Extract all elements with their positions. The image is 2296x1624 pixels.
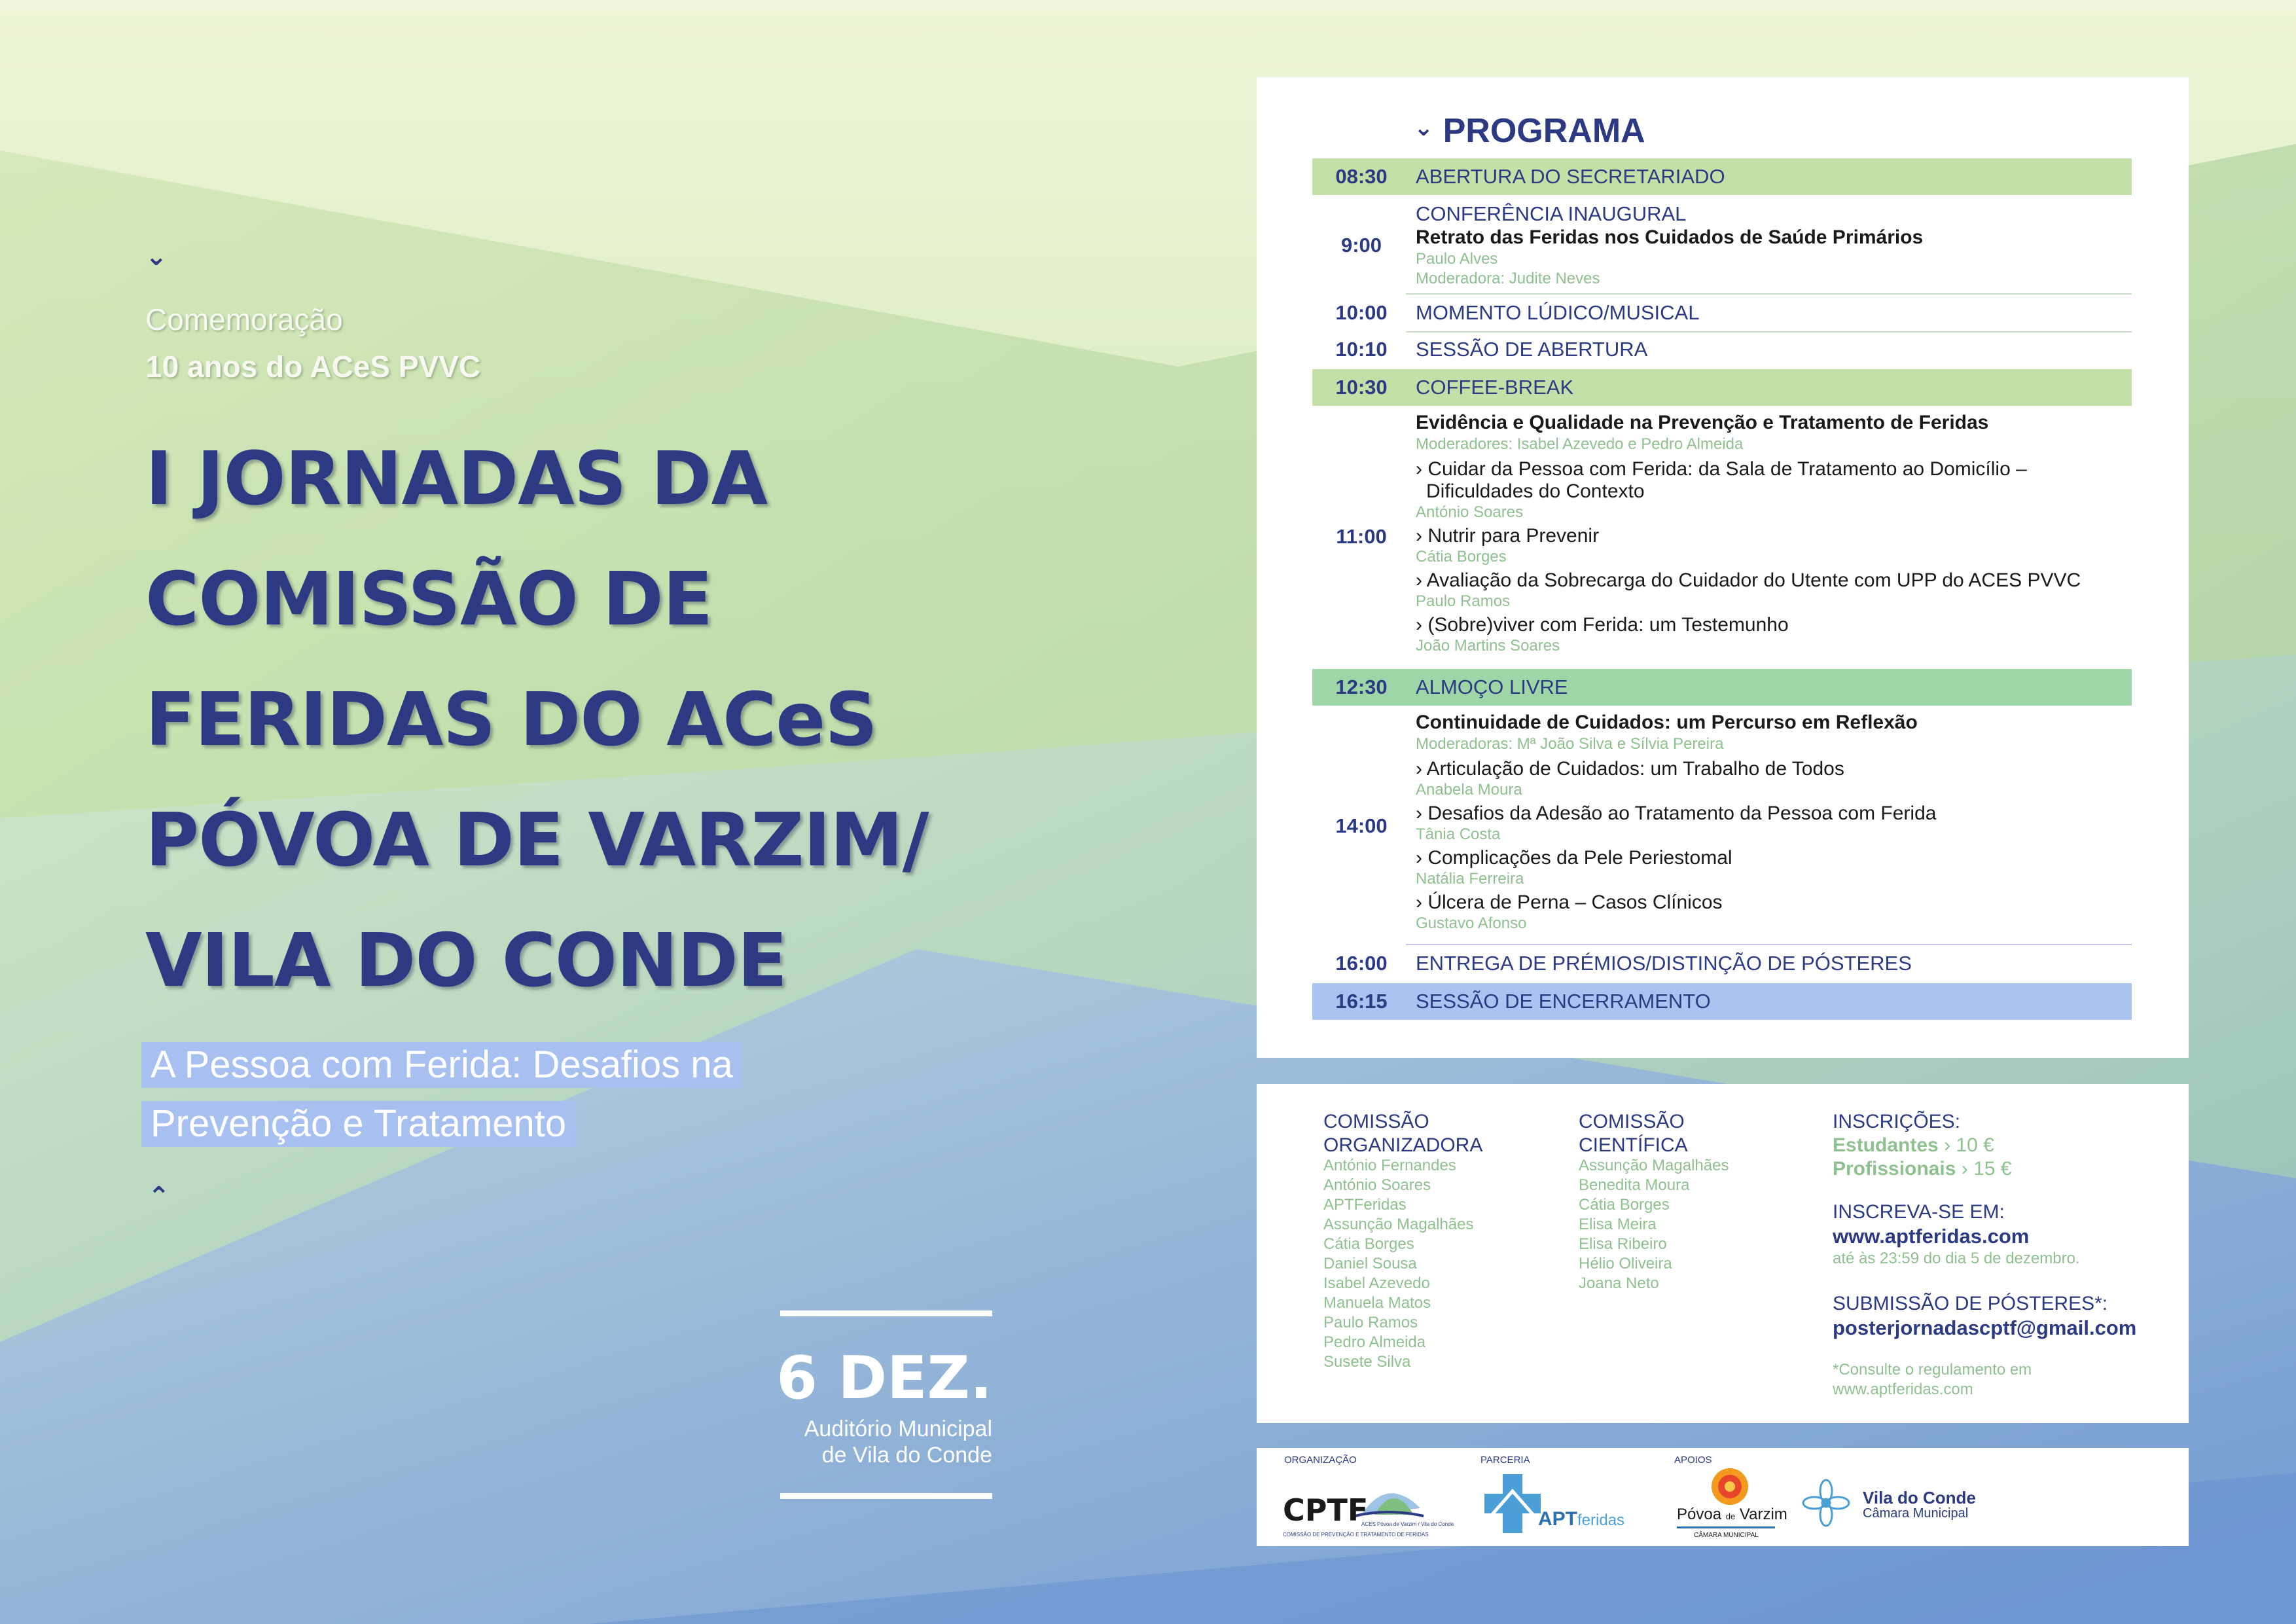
member: Assunção Magalhães <box>1579 1157 1729 1174</box>
schedule-row <box>1312 947 2132 981</box>
organizing-committee-list <box>1323 1156 1473 1372</box>
schedule-time: 14:00 <box>1335 814 1388 837</box>
member: Joana Neto <box>1579 1274 1659 1292</box>
anniversary-label: 10 anos do ACeS PVVC <box>145 350 481 384</box>
member: Daniel Sousa <box>1323 1255 1417 1272</box>
register-heading: INSCREVA-SE EM: <box>1833 1201 2005 1223</box>
cptf-caption: COMISSÃO DE PREVENÇÃO E TRATAMENTO DE FERIDAS <box>1283 1532 1429 1538</box>
event-title <box>145 419 1062 1021</box>
schedule-label: SESSÃO DE ENCERRAMENTO <box>1416 990 1711 1013</box>
member: António Soares <box>1323 1176 1431 1194</box>
member: Assunção Magalhães <box>1323 1216 1474 1233</box>
chevron-down-icon: ⌄ <box>145 242 168 272</box>
povoa-de-varzim-logo <box>1674 1466 1785 1545</box>
member: Elisa Ribeiro <box>1579 1235 1667 1253</box>
member: António Fernandes <box>1323 1157 1456 1174</box>
schedule-row <box>1312 296 2132 330</box>
moderator: Moderadora: Judite Neves <box>1416 270 1600 287</box>
flower-emblem-icon <box>1800 1477 1852 1529</box>
note-line[interactable]: www.aptferidas.com <box>1833 1380 1973 1398</box>
medical-cross-icon <box>1483 1471 1542 1534</box>
professionals-label: Profissionais <box>1833 1158 1956 1180</box>
subtitle-line-2: Prevenção e Tratamento <box>141 1101 575 1147</box>
talk-title: › Avaliação da Sobrecarga do Cuidador do Utente com UPP do ACES PVVC <box>1416 569 2081 591</box>
aptferidas-logo <box>1483 1471 1634 1537</box>
posters-email-link[interactable]: posterjornadascptf@gmail.com <box>1833 1316 2137 1339</box>
member: Elisa Meira <box>1579 1216 1657 1233</box>
heading-line: CIENTÍFICA <box>1579 1134 1688 1156</box>
speaker: António Soares <box>1416 503 1524 521</box>
students-label: Estudantes <box>1833 1134 1939 1156</box>
schedule-row <box>1312 369 2132 406</box>
schedule-time: 10:00 <box>1335 301 1388 324</box>
schedule-row <box>1312 333 2132 367</box>
heading-line: COMISSÃO <box>1579 1111 1685 1132</box>
talk-title: Retrato das Feridas nos Cuidados de Saúde Primários <box>1416 226 1924 248</box>
support-label: APOIOS <box>1674 1454 1712 1466</box>
scientific-committee-list <box>1579 1156 1729 1293</box>
price-professionals <box>1833 1157 2011 1181</box>
member: Isabel Azevedo <box>1323 1274 1430 1292</box>
schedule-row <box>1312 710 2132 943</box>
talk-title: › Úlcera de Perna – Casos Clínicos <box>1416 892 1723 913</box>
speaker: Anabela Moura <box>1416 781 1522 799</box>
talk-title: › Nutrir para Prevenir <box>1416 525 1600 547</box>
schedule-row <box>1312 200 2132 291</box>
schedule-time: 11:00 <box>1336 525 1387 548</box>
schedule-time: 9:00 <box>1340 234 1382 257</box>
heading-line: ORGANIZADORA <box>1323 1134 1483 1156</box>
organizing-committee-heading <box>1323 1110 1482 1157</box>
row-divider <box>1406 944 2132 945</box>
commemoration-label: Comemoração <box>145 302 343 336</box>
subtitle-line-1: A Pessoa com Ferida: Desafios na <box>141 1042 742 1088</box>
programme-title: PROGRAMA <box>1443 112 1645 150</box>
speaker: Paulo Alves <box>1416 250 1498 268</box>
price-students <box>1833 1134 2011 1157</box>
venue-line-2: de Vila do Conde <box>821 1443 992 1468</box>
member: APTFeridas <box>1323 1196 1407 1214</box>
partnership-label: PARCERIA <box>1480 1454 1530 1466</box>
schedule-row <box>1312 669 2132 706</box>
talk-title-cont: Dificuldades do Contexto <box>1426 480 1645 502</box>
schedule-label: ALMOÇO LIVRE <box>1416 676 1568 698</box>
feridas-text: feridas <box>1577 1511 1625 1529</box>
schedule-label: COFFEE-BREAK <box>1416 376 1574 399</box>
talk-title: › Complicações da Pele Periestomal <box>1416 847 1732 869</box>
speaker: Cátia Borges <box>1416 548 1507 566</box>
register-block <box>1833 1200 2080 1269</box>
posters-block <box>1833 1292 2136 1341</box>
member: Cátia Borges <box>1323 1235 1414 1253</box>
camara-text: Câmara Municipal <box>1863 1506 1969 1521</box>
date-block <box>776 1310 992 1499</box>
povoa-wordmark <box>1677 1506 1787 1526</box>
apt-wordmark <box>1538 1508 1624 1532</box>
note-line: *Consulte o regulamento em <box>1833 1361 2032 1379</box>
speaker: Gustavo Afonso <box>1416 914 1527 932</box>
venue-line-1: Auditório Municipal <box>804 1416 992 1441</box>
title-line-5: VILA DO CONDE <box>145 918 787 1003</box>
row-divider <box>1406 293 2132 295</box>
title-line-1: I JORNADAS DA <box>145 437 768 522</box>
schedule-time: 10:10 <box>1335 338 1388 361</box>
schedule-time: 16:00 <box>1335 952 1388 975</box>
schedule-row <box>1312 983 2132 1020</box>
students-price: › 10 € <box>1944 1134 1994 1156</box>
sun-icon <box>1707 1466 1753 1507</box>
talk-title: › Cuidar da Pessoa com Ferida: da Sala de Tratamento ao Domicílio – <box>1416 458 2027 480</box>
speaker: João Martins Soares <box>1416 637 1560 655</box>
cptf-logo <box>1283 1469 1454 1541</box>
register-deadline: até às 23:59 do dia 5 de dezembro. <box>1833 1250 2080 1267</box>
schedule-label: CONFERÊNCIA INAUGURAL <box>1416 202 1687 225</box>
professionals-price: › 15 € <box>1961 1158 2012 1180</box>
talk-title: › Desafios da Adesão ao Tratamento da Pessoa com Ferida <box>1416 803 1937 824</box>
member: Pedro Almeida <box>1323 1333 1426 1351</box>
session-title: Continuidade de Cuidados: um Percurso em Reflexão <box>1416 712 1918 733</box>
schedule-label: ABERTURA DO SECRETARIADO <box>1416 165 1725 188</box>
title-line-3: FERIDAS DO ACeS <box>145 677 877 763</box>
cptf-small: ACES Póvoa de Varzim / Vila do Conde <box>1361 1521 1454 1527</box>
povoa-underline <box>1677 1526 1775 1528</box>
member: Hélio Oliveira <box>1579 1255 1672 1272</box>
schedule-time: 12:30 <box>1335 676 1388 698</box>
commemoration-text <box>145 296 480 390</box>
varzim-text: Varzim <box>1739 1506 1787 1523</box>
vila-do-conde-logo <box>1800 1477 1990 1529</box>
vila-text: Vila do Conde <box>1863 1488 1976 1507</box>
moderators: Moderadoras: Mª João Silva e Sílvia Pereira <box>1416 735 1724 753</box>
member: Susete Silva <box>1323 1353 1411 1371</box>
title-line-2: COMISSÃO DE <box>145 557 713 642</box>
event-venue <box>804 1416 992 1468</box>
schedule-label: SESSÃO DE ABERTURA <box>1416 338 1648 361</box>
de-text: de <box>1725 1511 1736 1521</box>
schedule-time: 08:30 <box>1335 165 1388 188</box>
apt-text: APT <box>1538 1508 1577 1530</box>
schedule-time: 10:30 <box>1335 376 1388 399</box>
povoa-text: Póvoa <box>1677 1506 1722 1523</box>
session-title: Evidência e Qualidade na Prevenção e Tratamento de Feridas <box>1416 412 1989 433</box>
programme-heading <box>1414 109 1645 157</box>
povoa-caption: CÂMARA MUNICIPAL <box>1694 1532 1759 1539</box>
speaker: Paulo Ramos <box>1416 592 1511 610</box>
event-date: 6 DEZ. <box>776 1344 992 1413</box>
regulation-note <box>1833 1360 2032 1399</box>
talk-title: › Articulação de Cuidados: um Trabalho de Todos <box>1416 758 1844 780</box>
speaker: Tânia Costa <box>1416 825 1501 843</box>
chevron-up-icon: ⌃ <box>148 1182 170 1212</box>
member: Benedita Moura <box>1579 1176 1690 1194</box>
registration-heading: INSCRIÇÕES: <box>1833 1111 1961 1132</box>
register-link[interactable]: www.aptferidas.com <box>1833 1225 2030 1248</box>
member: Cátia Borges <box>1579 1196 1670 1214</box>
posters-heading: SUBMISSÃO DE PÓSTERES*: <box>1833 1293 2108 1314</box>
schedule-time: 16:15 <box>1335 990 1388 1013</box>
schedule-row <box>1312 408 2132 666</box>
moderators: Moderadores: Isabel Azevedo e Pedro Almeida <box>1416 435 1744 453</box>
member: Paulo Ramos <box>1323 1314 1418 1331</box>
registration-block <box>1833 1110 2011 1181</box>
speaker: Natália Ferreira <box>1416 870 1524 888</box>
cptf-text: CPTF <box>1283 1492 1369 1528</box>
title-line-4: PÓVOA DE VARZIM/ <box>145 798 929 883</box>
schedule-label: ENTREGA DE PRÉMIOS/DISTINÇÃO DE PÓSTERES <box>1416 952 1912 975</box>
chevron-down-icon: ⌄ <box>1414 115 1434 141</box>
schedule-row <box>1312 158 2132 195</box>
schedule-label: MOMENTO LÚDICO/MUSICAL <box>1416 301 1700 324</box>
heading-line: COMISSÃO <box>1323 1111 1429 1132</box>
scientific-committee-heading <box>1579 1110 1688 1157</box>
organization-label: ORGANIZAÇÃO <box>1284 1454 1357 1466</box>
member: Manuela Matos <box>1323 1294 1431 1312</box>
talk-title: › (Sobre)viver com Ferida: um Testemunho <box>1416 614 1789 636</box>
